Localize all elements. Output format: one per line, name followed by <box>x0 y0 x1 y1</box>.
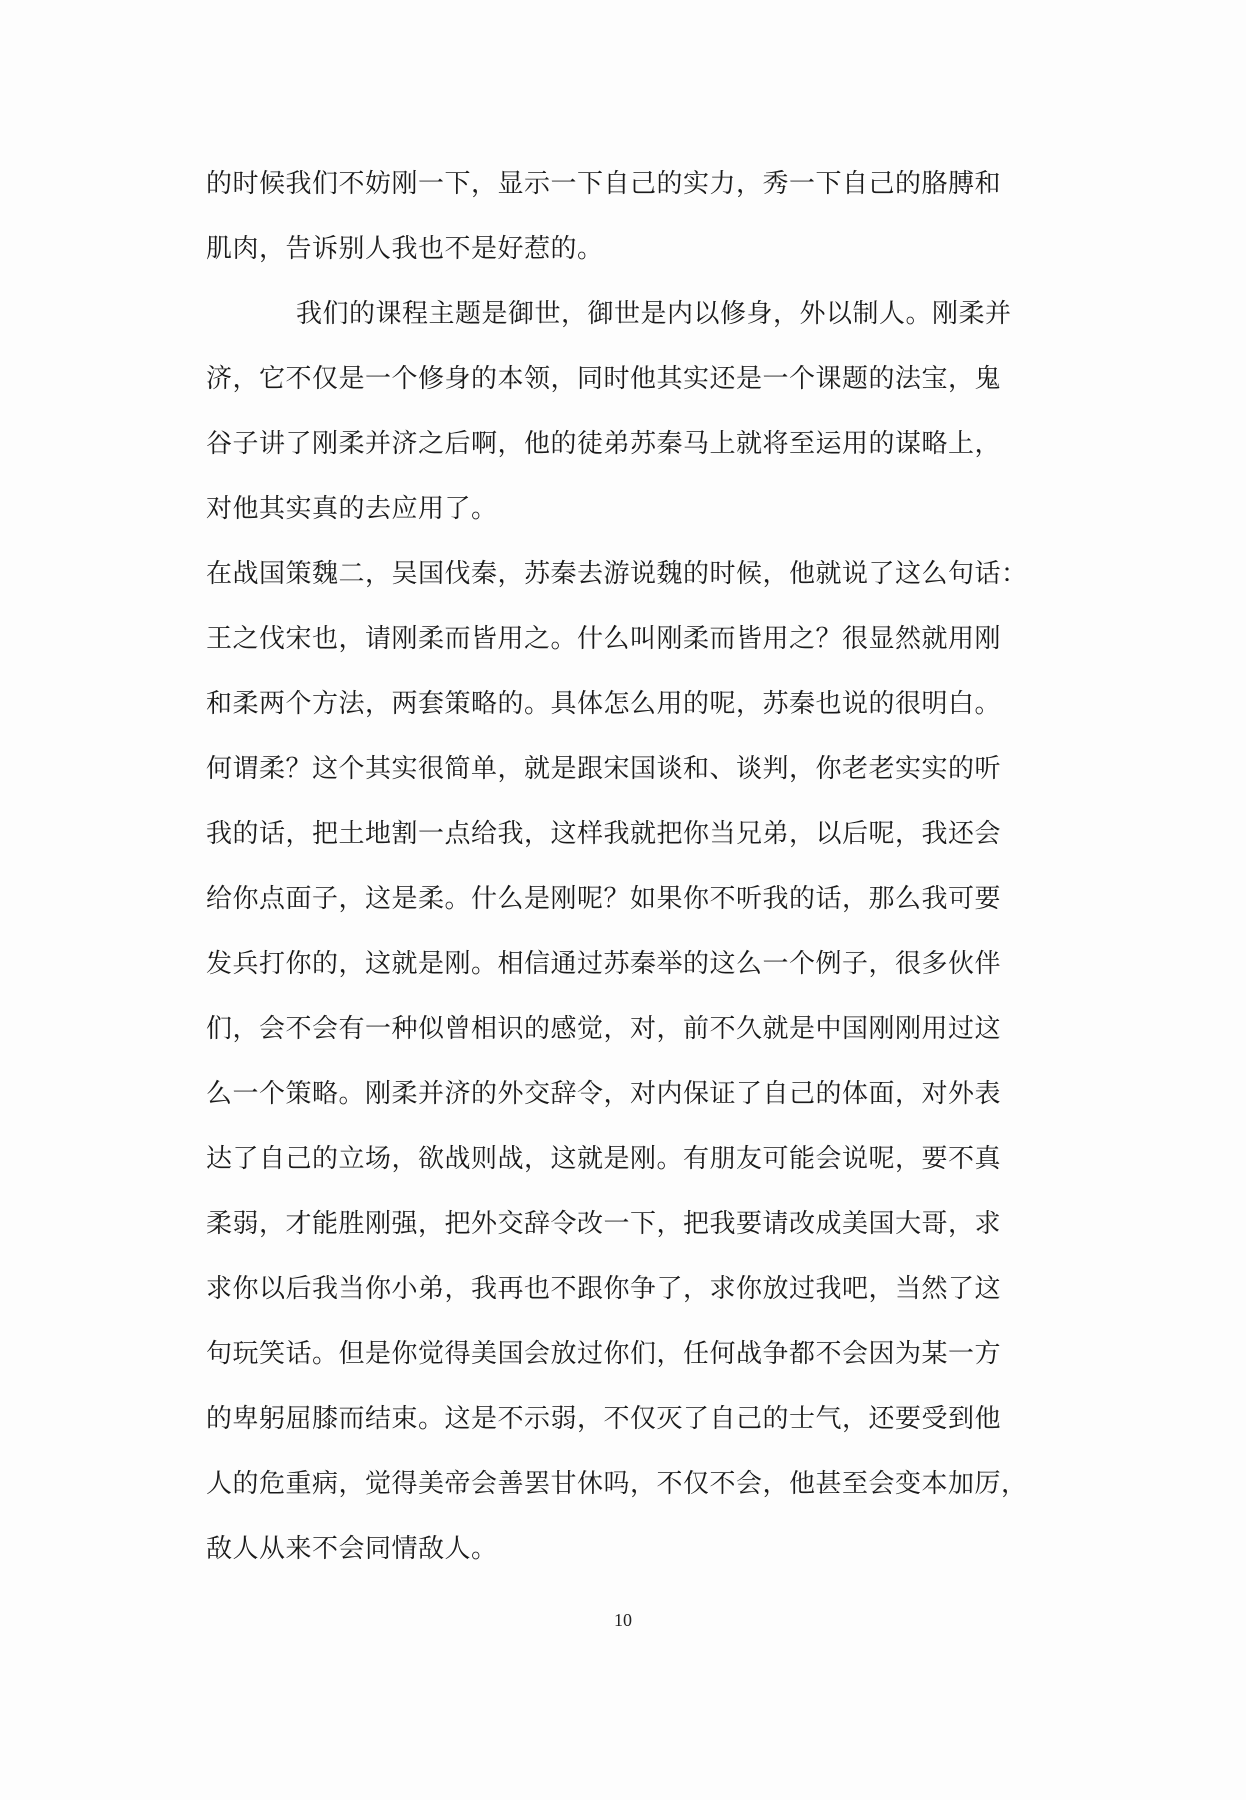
text-line: 谷子讲了刚柔并济之后啊，他的徒弟苏秦马上就将至运用的谋略上， <box>206 429 1002 459</box>
text-line: 发兵打你的，这就是刚。相信通过苏秦举的这么一个例子，很多伙伴 <box>206 949 1002 979</box>
text-line: 求你以后我当你小弟，我再也不跟你争了，求你放过我吧，当然了这 <box>206 1274 1002 1304</box>
text-line: 何谓柔？这个其实很简单，就是跟宋国谈和、谈判，你老老实实的听 <box>206 754 1002 784</box>
body-text <box>206 152 1074 1582</box>
text-line: 对他其实真的去应用了。 <box>206 494 498 524</box>
text-line: 给你点面子，这是柔。什么是刚呢？如果你不听我的话，那么我可要 <box>206 884 1002 914</box>
text-line: 和柔两个方法，两套策略的。具体怎么用的呢，苏秦也说的很明白。 <box>206 689 1002 719</box>
text-line: 在战国策魏二，吴国伐秦，苏秦去游说魏的时候，他就说了这么句话： <box>206 559 1028 589</box>
text-line: 人的危重病，觉得美帝会善罢甘休吗，不仅不会，他甚至会变本加厉， <box>206 1469 1028 1499</box>
text-line: 我们的课程主题是御世，御世是内以修身，外以制人。刚柔并 <box>296 299 1012 329</box>
text-line: 济，它不仅是一个修身的本领，同时他其实还是一个课题的法宝，鬼 <box>206 364 1002 394</box>
text-line: 的卑躬屈膝而结束。这是不示弱，不仅灭了自己的士气，还要受到他 <box>206 1404 1002 1434</box>
text-line: 句玩笑话。但是你觉得美国会放过你们，任何战争都不会因为某一方 <box>206 1339 1002 1369</box>
text-line: 的时候我们不妨刚一下，显示一下自己的实力，秀一下自己的胳膊和 <box>206 169 1002 199</box>
page-number: 10 <box>614 1610 632 1630</box>
text-line: 王之伐宋也，请刚柔而皆用之。什么叫刚柔而皆用之？很显然就用刚 <box>206 624 1002 654</box>
text-line: 敌人从来不会同情敌人。 <box>206 1534 498 1564</box>
text-line: 我的话，把土地割一点给我，这样我就把你当兄弟，以后呢，我还会 <box>206 819 1002 849</box>
text-line: 肌肉，告诉别人我也不是好惹的。 <box>206 234 604 264</box>
text-line: 达了自己的立场，欲战则战，这就是刚。有朋友可能会说呢，要不真 <box>206 1144 1002 1174</box>
text-line: 么一个策略。刚柔并济的外交辞令，对内保证了自己的体面，对外表 <box>206 1079 1002 1109</box>
text-line: 们，会不会有一种似曾相识的感觉，对，前不久就是中国刚刚用过这 <box>206 1014 1002 1044</box>
text-line: 柔弱，才能胜刚强，把外交辞令改一下，把我要请改成美国大哥，求 <box>206 1209 1002 1239</box>
